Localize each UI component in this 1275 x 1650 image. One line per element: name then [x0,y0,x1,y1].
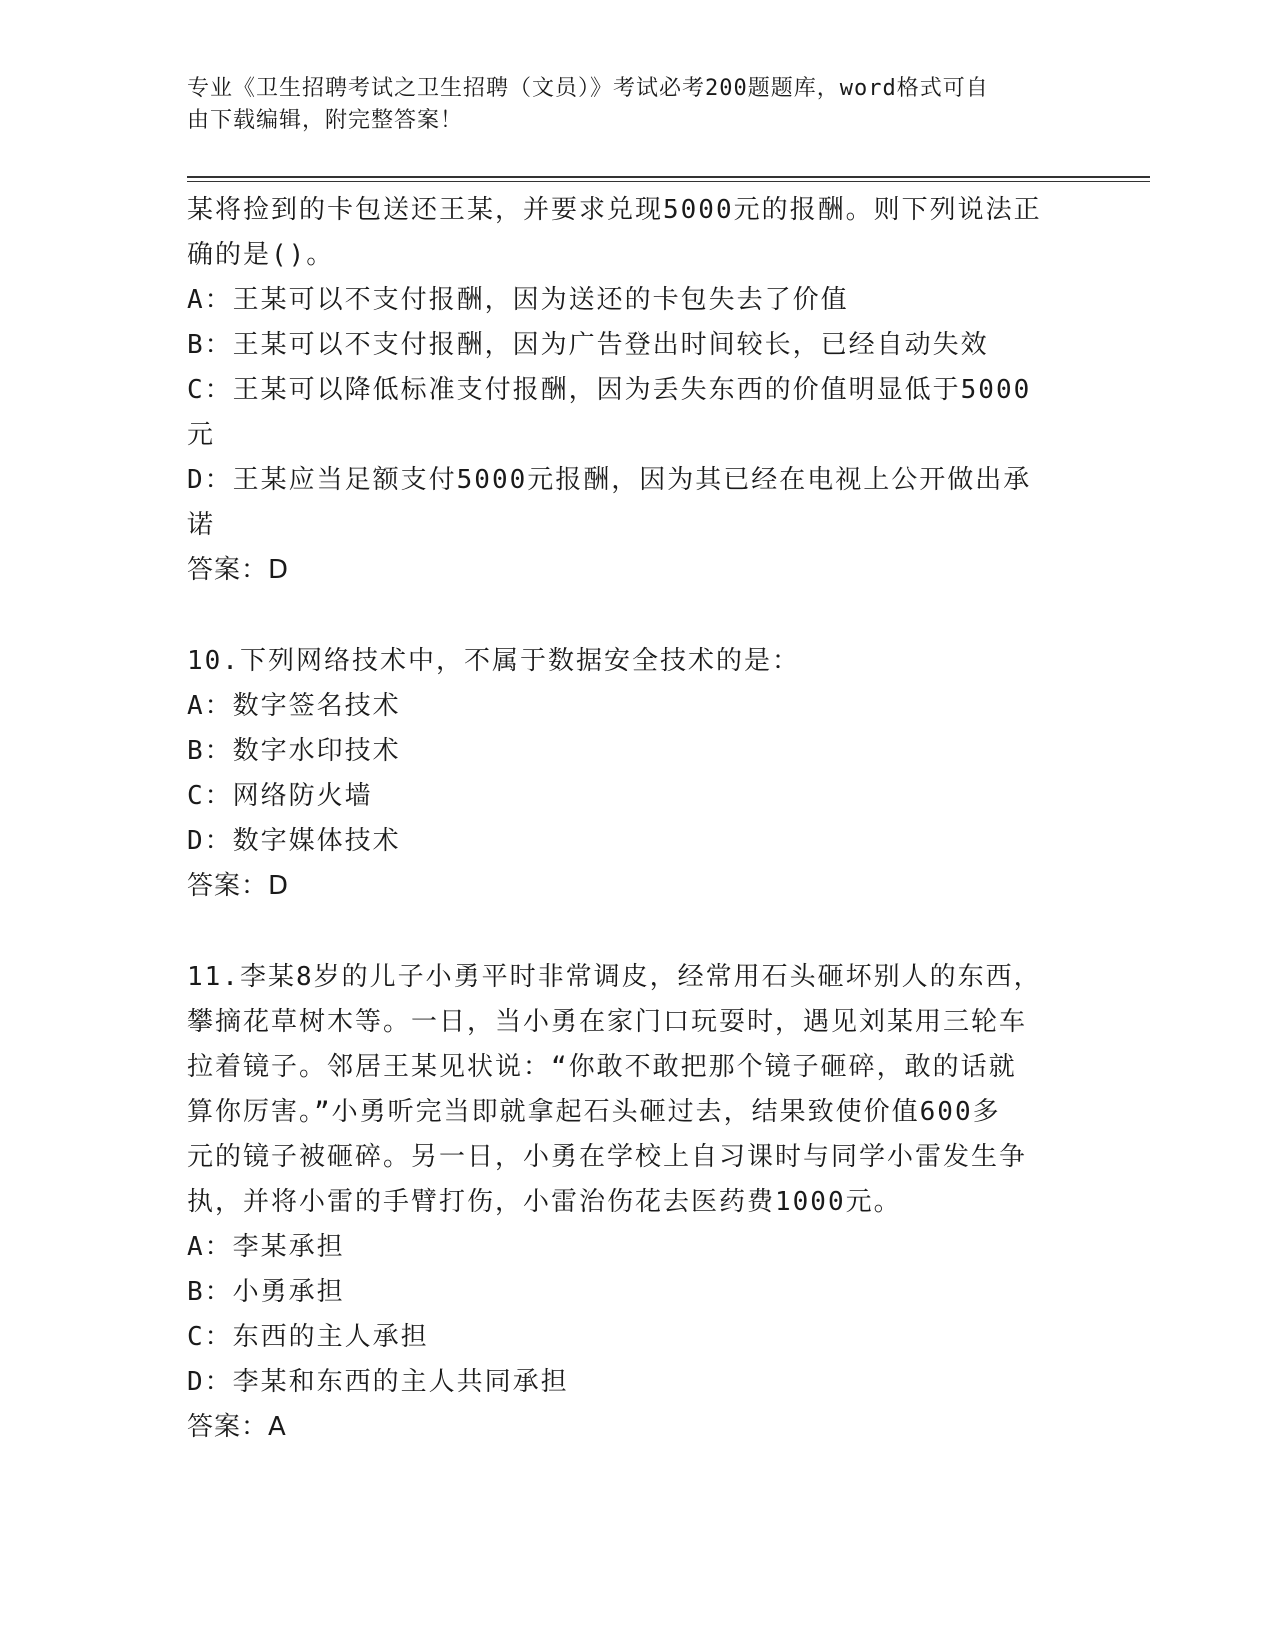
question-11 [187,955,1087,1450]
header-divider-thick [187,176,1150,178]
header-line-2: 由下载编辑，附完整答案！ [187,108,464,133]
option-c: C：东西的主人承担 [187,1322,429,1352]
document-header [187,73,1087,137]
question-9 [187,188,1087,593]
option-a: A：数字签名技术 [187,691,401,721]
answer-line: 答案：D [187,555,290,585]
option-b: B：小勇承担 [187,1277,345,1307]
question-10 [187,639,1087,909]
question-stem: 攀摘花草树木等。一日，当小勇在家门口玩耍时，遇见刘某用三轮车 [187,1007,1028,1037]
header-divider-thin [187,181,1150,182]
option-a: A：李某承担 [187,1232,345,1262]
question-stem: 元的镜子被砸碎。另一日，小勇在学校上自习课时与同学小雷发生争 [187,1142,1028,1172]
question-stem: 确的是()。 [187,240,335,270]
document-body [187,188,1087,1450]
question-stem: 拉着镜子。邻居王某见状说：“你敢不敢把那个镜子砸碎，敢的话就 [187,1052,1017,1082]
spacer [187,909,1087,955]
option-b: B：王某可以不支付报酬，因为广告登出时间较长，已经自动失效 [187,330,989,360]
option-c-continued: 元 [187,420,216,450]
option-c: C：网络防火墙 [187,781,373,811]
option-d: D：王某应当足额支付5000元报酬，因为其已经在电视上公开做出承 [187,465,1032,495]
answer-line: 答案：A [187,1412,287,1442]
question-stem: 10.下列网络技术中，不属于数据安全技术的是： [187,646,800,676]
option-d: D：李某和东西的主人共同承担 [187,1367,569,1397]
spacer [187,593,1087,639]
option-d-continued: 诺 [187,510,216,540]
option-a: A：王某可以不支付报酬，因为送还的卡包失去了价值 [187,285,849,315]
question-stem: 某将捡到的卡包送还王某，并要求兑现5000元的报酬。则下列说法正 [187,195,1042,225]
question-stem: 算你厉害。”小勇听完当即就拿起石头砸过去，结果致使价值600多 [187,1097,1001,1127]
option-b: B：数字水印技术 [187,736,401,766]
question-stem: 11.李某8岁的儿子小勇平时非常调皮，经常用石头砸坏别人的东西， [187,962,1042,992]
answer-line: 答案：D [187,871,290,901]
header-line-1: 专业《卫生招聘考试之卫生招聘（文员）》考试必考200题题库，word格式可自 [187,76,989,101]
option-c: C：王某可以降低标准支付报酬，因为丢失东西的价值明显低于5000 [187,375,1032,405]
question-stem: 执，并将小雷的手臂打伤，小雷治伤花去医药费1000元。 [187,1187,902,1217]
option-d: D：数字媒体技术 [187,826,401,856]
